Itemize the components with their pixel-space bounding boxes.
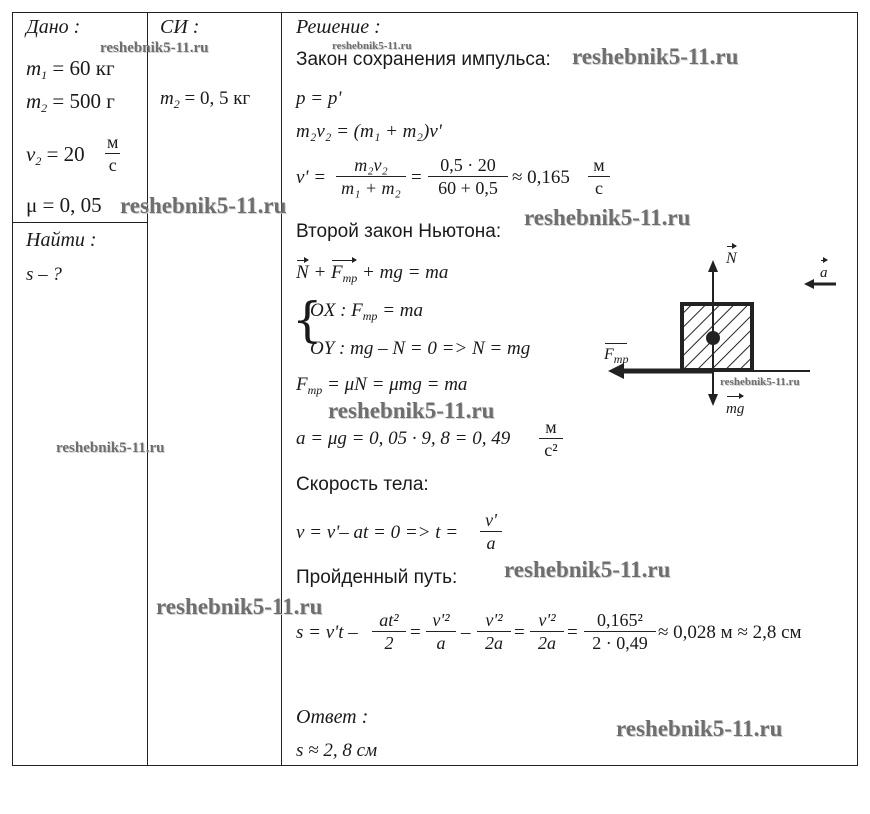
find-s: s – ? bbox=[26, 264, 62, 285]
watermark: reshebnik5-11.ru bbox=[100, 40, 209, 56]
watermark: reshebnik5-11.ru bbox=[720, 376, 800, 388]
momentum-title: Закон сохранения импульса: bbox=[296, 49, 551, 70]
v-prime-lhs: v' = bbox=[296, 167, 327, 188]
v-prime-frac-symbolic: $\frac{\text{m₂v₂}}{\text{m₁ + m₂}}$ bbox=[336, 154, 406, 199]
answer-value: s ≈ 2, 8 см bbox=[296, 740, 378, 761]
given-v2-unit: м с bbox=[107, 132, 119, 175]
header-si: СИ : bbox=[160, 16, 200, 38]
system-brace: { bbox=[292, 292, 323, 348]
given-m2: $m_2 = 500$ г bbox=[26, 89, 115, 115]
label-gravity: mg bbox=[726, 398, 744, 420]
si-m2: $m_2 = 0$, 5 кг bbox=[160, 88, 251, 111]
eq-momentum: p = p' bbox=[296, 88, 342, 109]
eq-oy: OY : mg – N = 0 => N = mg bbox=[310, 338, 531, 359]
path-result: ≈ 0,028 м ≈ 2,8 см bbox=[658, 622, 802, 643]
newton-vector-eq: $N + F_{тр}$ + mg = ma bbox=[296, 262, 448, 289]
eq-path-lhs: s = v't – bbox=[296, 622, 358, 643]
eq-momentum-expanded: m₂v₂ = (m₁ + m₂)v' bbox=[296, 121, 442, 142]
label-normal-force: N bbox=[726, 248, 737, 270]
label-friction-force: $F_{тр}$ bbox=[604, 344, 628, 370]
watermark: reshebnik5-11.ru bbox=[328, 398, 495, 423]
watermark: reshebnik5-11.ru bbox=[572, 44, 739, 69]
watermark: reshebnik5-11.ru bbox=[616, 716, 783, 741]
given-mu: μ = 0, 05 bbox=[26, 193, 102, 217]
path-frac-5: $\frac{\text{0,165²}}{2 \cdot 0,49}$ bbox=[584, 609, 656, 654]
watermark: reshebnik5-11.ru bbox=[332, 40, 412, 52]
path-frac-3: $\frac{\text{v'²}}{2a}$ bbox=[477, 609, 511, 654]
watermark: reshebnik5-11.ru bbox=[504, 557, 671, 582]
force-diagram bbox=[600, 240, 850, 420]
row-divider-find bbox=[13, 222, 147, 223]
path-frac-1: $\frac{\text{at²}}{2}$ bbox=[372, 609, 406, 654]
given-m1: $m_1 = 60$ кг bbox=[26, 56, 115, 82]
watermark: reshebnik5-11.ru bbox=[120, 193, 287, 218]
path-frac-2: $\frac{\text{v'²}}{a}$ bbox=[426, 609, 456, 654]
time-fraction: $\frac{v'}{a}$ bbox=[480, 509, 502, 554]
path-frac-4: $\frac{\text{v'²}}{2a}$ bbox=[530, 609, 564, 654]
v-prime-result: ≈ 0,165 bbox=[512, 167, 570, 188]
path-eq-2: = bbox=[514, 622, 525, 643]
header-solution: Решение : bbox=[296, 16, 381, 38]
acceleration-unit: м с² bbox=[539, 416, 563, 461]
path-eq-3: = bbox=[567, 622, 578, 643]
column-divider-si bbox=[281, 13, 282, 765]
label-acceleration: a bbox=[820, 262, 828, 284]
watermark: reshebnik5-11.ru bbox=[56, 440, 165, 456]
eq-time: v = v'– at = 0 => t = bbox=[296, 522, 459, 543]
eq-friction: $F_{тр} = \mu N = \mu mg$ = ma bbox=[296, 374, 468, 397]
v-prime-frac-numeric: $\frac{0,5 \cdot 20}{60 + 0,5}$ bbox=[428, 154, 508, 199]
newton-title: Второй закон Ньютона: bbox=[296, 221, 502, 242]
eq-ox: OX : $F_{тр}$ = ma bbox=[310, 300, 423, 323]
v-prime-eq1: = bbox=[411, 167, 422, 188]
speed-title: Скорость тела: bbox=[296, 474, 429, 495]
column-divider-given bbox=[147, 13, 148, 765]
watermark: reshebnik5-11.ru bbox=[156, 594, 323, 619]
eq-acceleration: a = μg = 0, 05 · 9, 8 = 0, 49 bbox=[296, 428, 511, 449]
path-eq-1: = bbox=[410, 622, 421, 643]
header-answer: Ответ : bbox=[296, 706, 369, 728]
v-prime-unit: м с bbox=[588, 154, 610, 199]
watermark: reshebnik5-11.ru bbox=[524, 205, 691, 230]
path-title: Пройденный путь: bbox=[296, 567, 458, 588]
given-v2: $v_2 = 20$ bbox=[26, 142, 85, 168]
header-find: Найти : bbox=[26, 229, 97, 251]
path-minus: – bbox=[461, 622, 471, 643]
header-given: Дано : bbox=[26, 16, 81, 38]
